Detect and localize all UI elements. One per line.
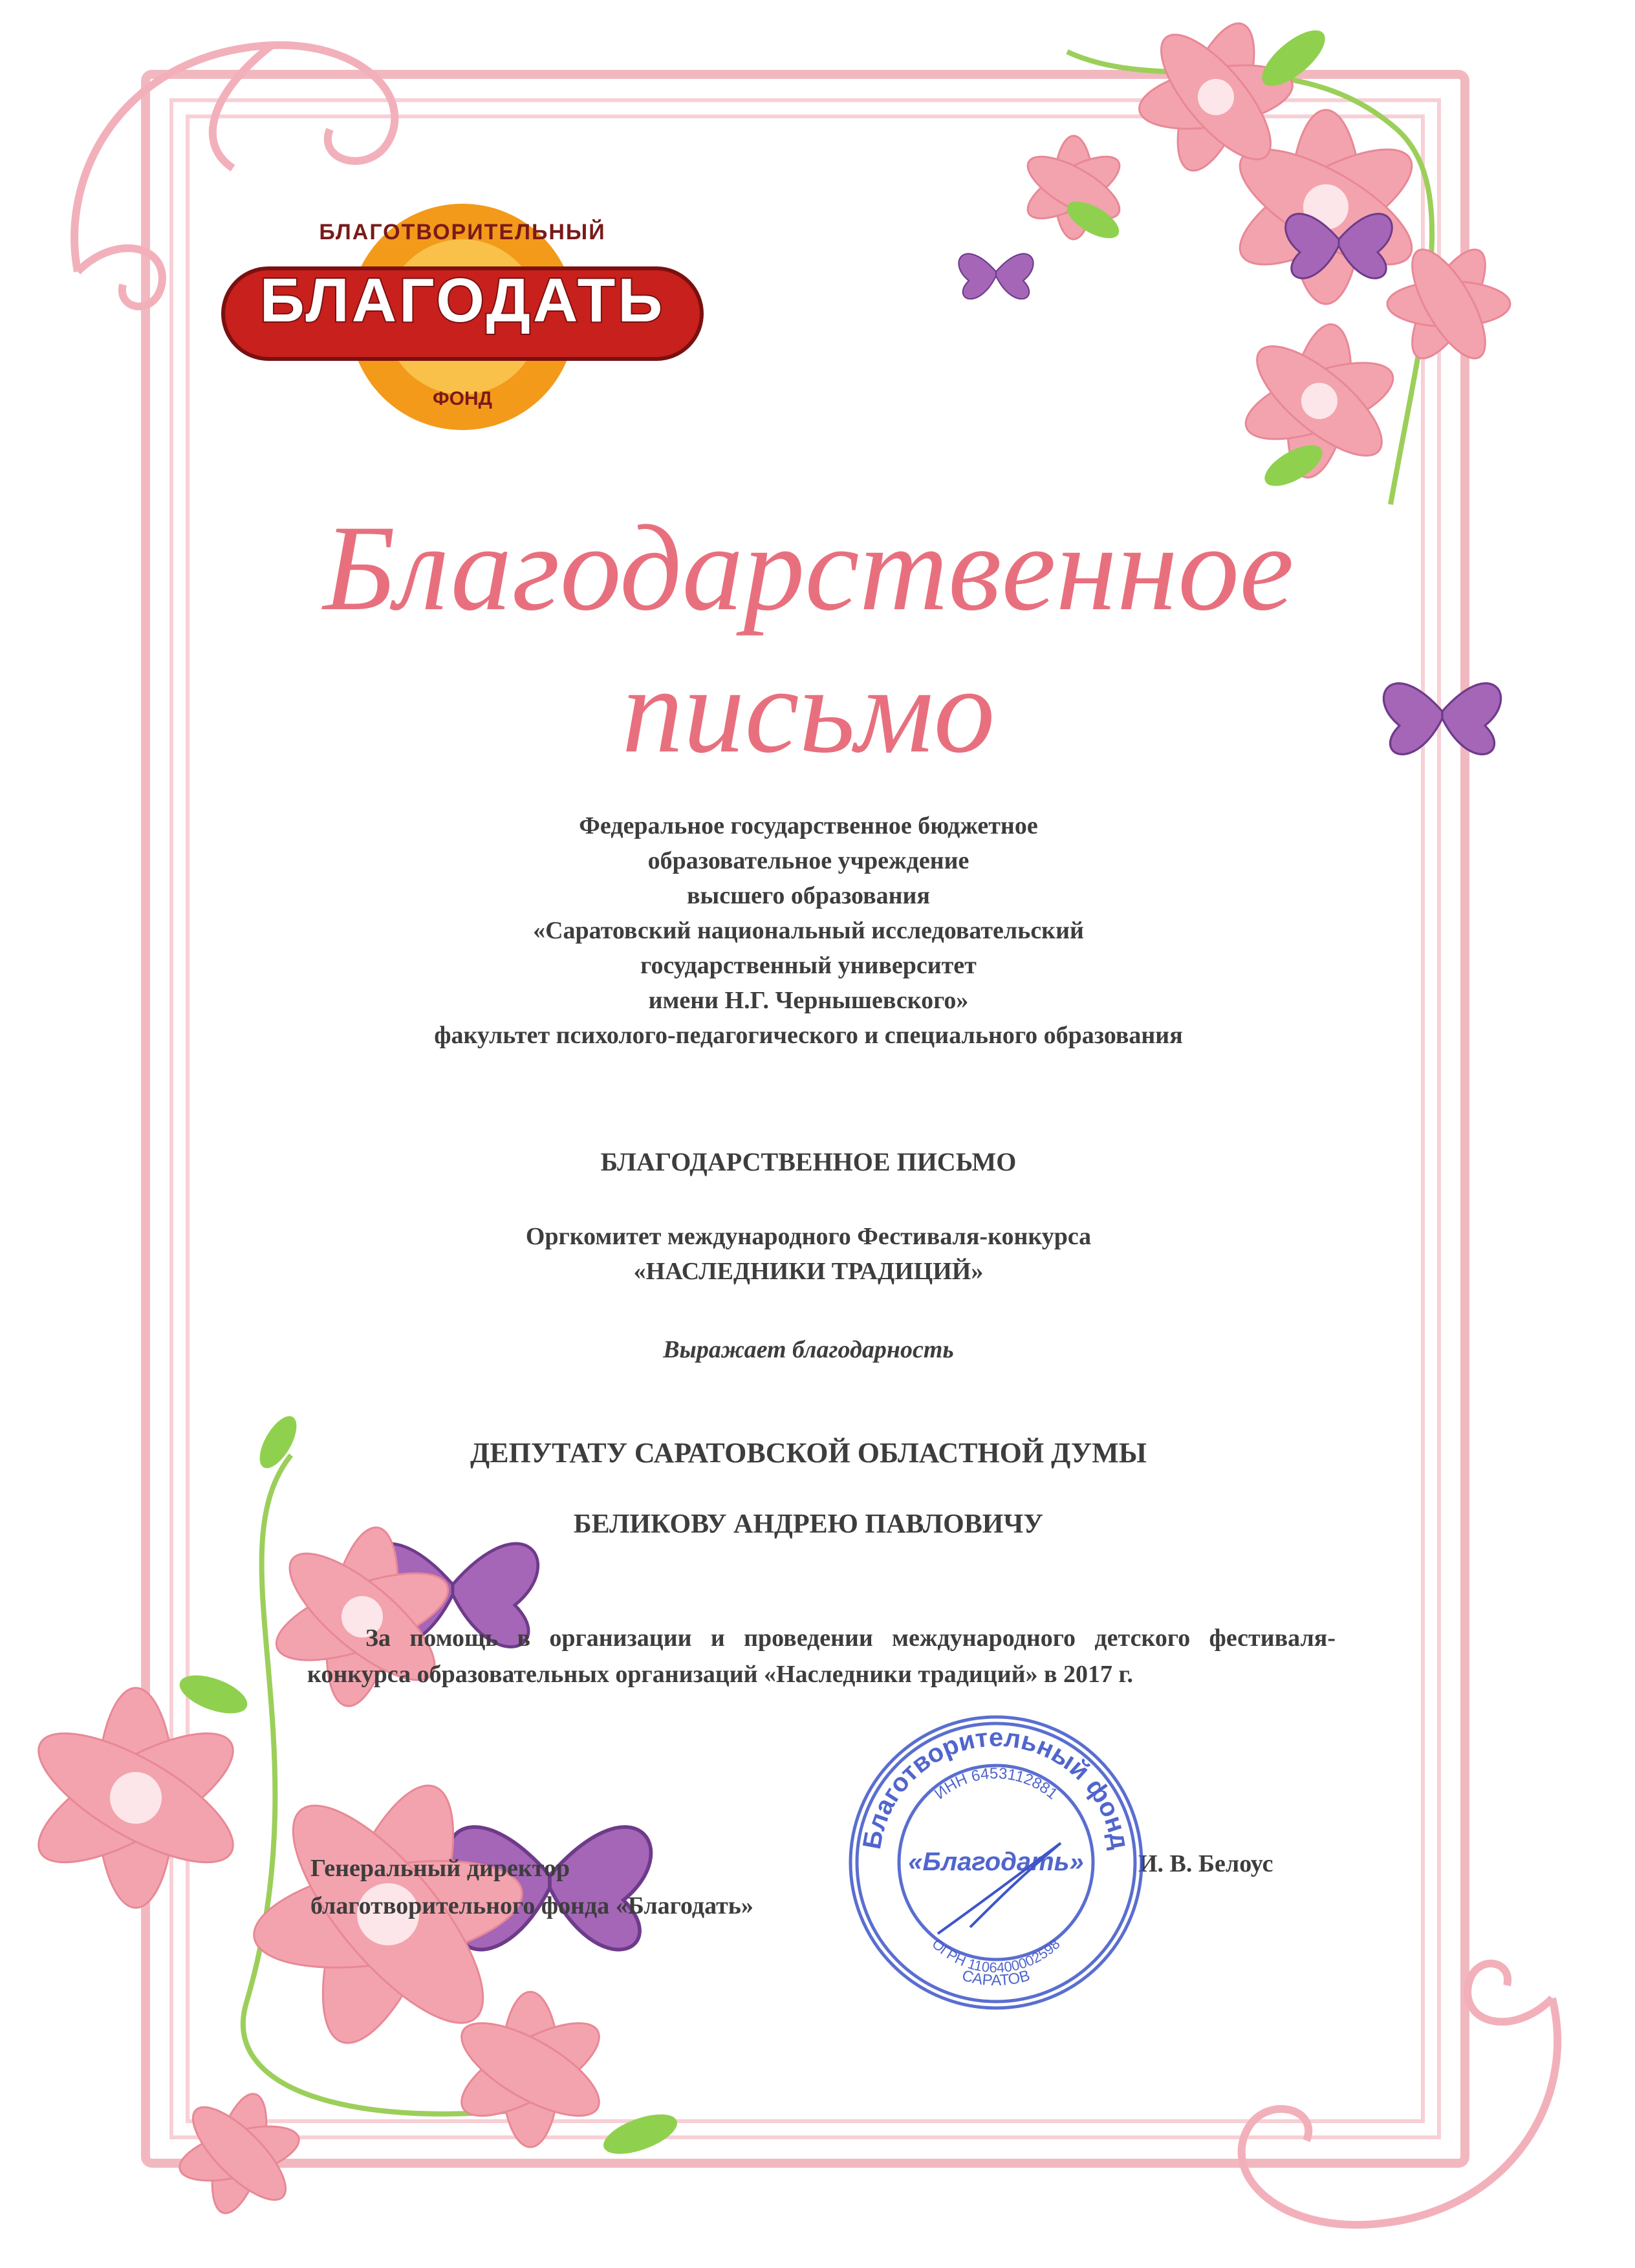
position-line: Генеральный директор (310, 1855, 570, 1882)
organizer-block (194, 1219, 1423, 1289)
signature-position (310, 1850, 753, 1925)
signer-name: И. В. Белоус (1138, 1850, 1273, 1877)
expresses-gratitude: Выражает благодарность (663, 1336, 954, 1363)
foundation-logo (213, 194, 711, 427)
institution-line: Федеральное государственное бюджетное (579, 812, 1038, 839)
svg-text:ОГРН 1106400002598 (929, 1936, 1063, 1976)
logo-bottom-text: ФОНД (433, 388, 492, 409)
institution-line: «Саратовский национальный исследовательский (533, 917, 1084, 944)
title-line-1: Благодарственное (323, 501, 1294, 636)
stamp-center: «Благодать» (908, 1848, 1084, 1876)
stamp-outer-text: Благотворительный фонд (858, 1723, 1134, 1852)
logo-top-text: БЛАГОТВОРИТЕЛЬНЫЙ (319, 220, 606, 244)
stamp-inn: ИНН 6453112881 (931, 1764, 1061, 1803)
institution-line: имени Н.Г. Чернышевского» (648, 987, 969, 1014)
stamp-ogrn: ОГРН 1106400002598 (929, 1936, 1063, 1976)
logo-main-text: БЛАГОДАТЬ (259, 266, 666, 335)
reason-paragraph (307, 1620, 1336, 1692)
svg-text:Благотворительный фонд (858, 1723, 1134, 1852)
recipient-title: ДЕПУТАТУ САРАТОВСКОЙ ОБЛАСТНОЙ ДУМЫ (470, 1437, 1147, 1469)
letter-heading: БЛАГОДАРСТВЕННОЕ ПИСЬМО (600, 1147, 1017, 1176)
organizer-line: «НАСЛЕДНИКИ ТРАДИЦИЙ» (633, 1258, 984, 1285)
svg-text:ИНН 6453112881 (931, 1765, 1061, 1803)
reason-text: За помощь в организации и проведении международного детского фестиваля-конкурса образовательных организаций «Наследники традиций» в 2017 г. (307, 1625, 1336, 1688)
corner-scroll-bottom-right (1242, 1963, 1557, 2225)
institution-line: государственный университет (640, 952, 977, 979)
title-line-2: письмо (622, 643, 995, 779)
stamp-city: САРАТОВ (960, 1967, 1032, 1990)
organizer-line: Оргкомитет международного Фестиваля-конкурса (525, 1223, 1092, 1250)
position-line: благотворительного фонда «Благодать» (310, 1892, 753, 1919)
institution-line: высшего образования (687, 882, 930, 909)
institution-line: образовательное учреждение (647, 847, 969, 874)
recipient-name: БЕЛИКОВУ АНДРЕЮ ПАВЛОВИЧУ (573, 1509, 1044, 1539)
official-stamp (841, 1707, 1151, 2018)
institution-line: факультет психолого-педагогического и специального образования (434, 1022, 1183, 1049)
institution-block (194, 808, 1423, 1053)
flower-cluster-top-right (1019, 14, 1510, 504)
